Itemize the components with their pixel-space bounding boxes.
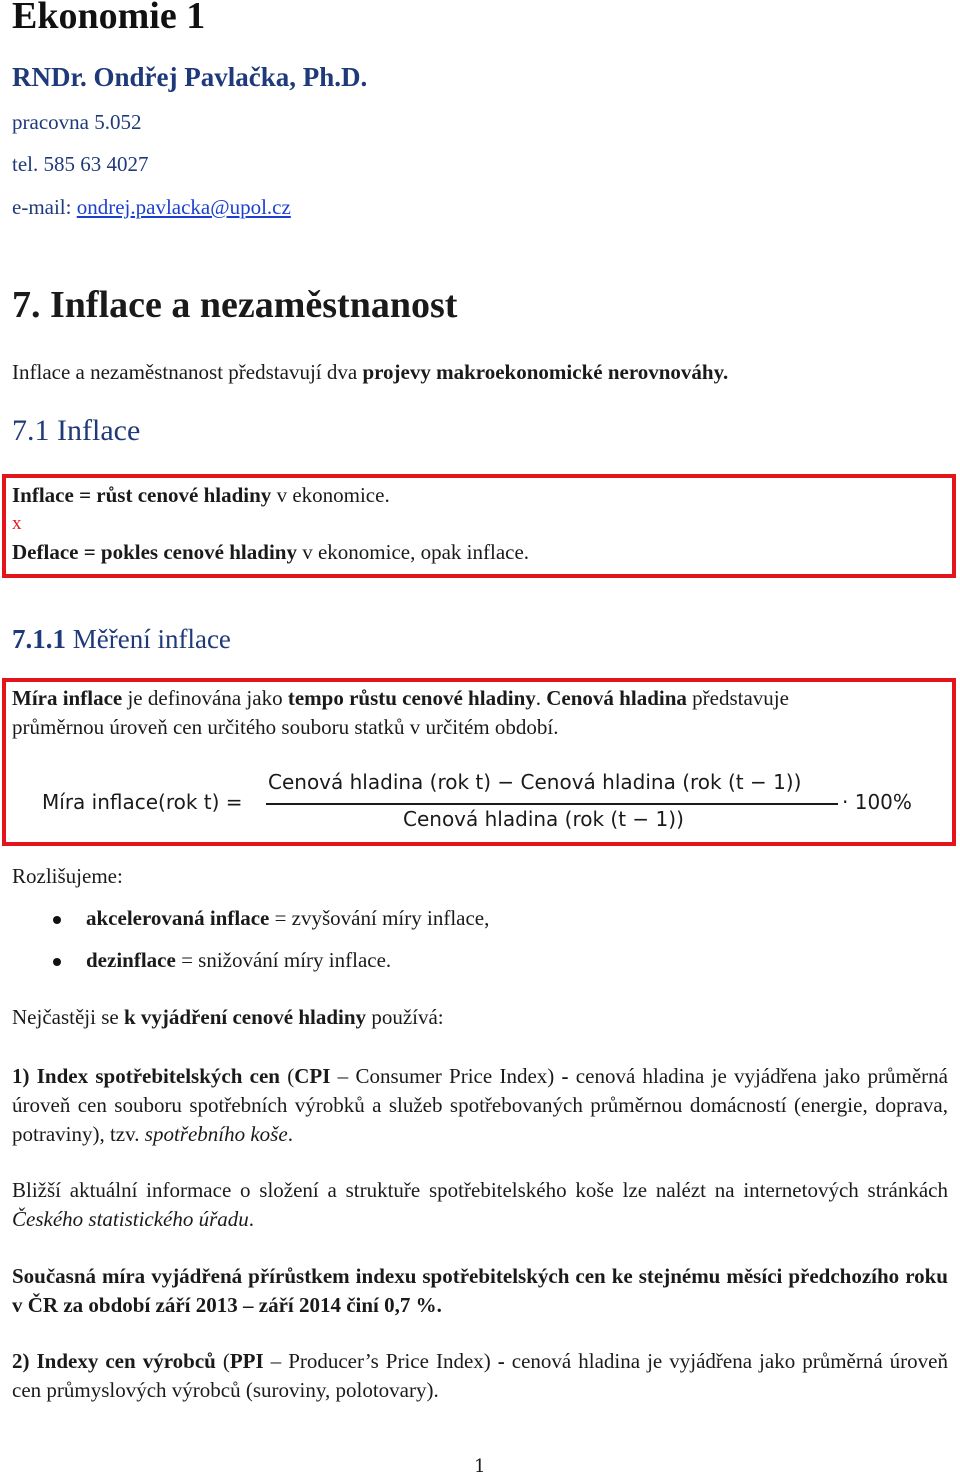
growth-term: tempo růstu cenové hladiny <box>287 686 536 710</box>
price-level-text: představuje <box>686 686 789 710</box>
list-item-accelerated <box>86 906 489 931</box>
cpi-abbrev: CPI <box>294 1064 331 1088</box>
page-number: 1 <box>474 1456 486 1477</box>
inflation-definition-bold: Inflace = růst cenové hladiny <box>12 483 272 507</box>
versus-mark: x <box>12 513 22 534</box>
cpi-fullname: – Consumer Price Index) <box>330 1064 562 1088</box>
inflation-definition <box>12 483 390 508</box>
document-title: Ekonomie 1 <box>12 0 206 37</box>
section-7-1-heading <box>12 414 140 448</box>
ppi-abbrev: PPI <box>229 1349 264 1373</box>
measurement-line-1 <box>12 686 789 711</box>
disinflation-term: dezinflace <box>86 948 176 972</box>
csu-link[interactable]: Českého statistického úřadu <box>12 1207 249 1231</box>
most-common-start: Nejčastěji se <box>12 1005 124 1029</box>
info-text: Bližší aktuální informace o složení a struktuře spotřebitelského koše lze nalézt na internetových stránkách <box>12 1178 948 1202</box>
formula-multiplier: · 100% <box>842 790 912 814</box>
email-info <box>12 195 291 220</box>
cpi-basket-term: spotřebního koše <box>144 1122 288 1146</box>
deflation-definition <box>12 540 529 565</box>
inflation-definition-rest: v ekonomice. <box>271 483 390 507</box>
section-7-1-1-number: 7.1.1 <box>12 624 73 654</box>
fraction-bar <box>266 803 838 805</box>
bullet-icon <box>53 958 61 966</box>
intro-bold: projevy makroekonomické nerovnováhy. <box>362 360 729 384</box>
price-level-term: Cenová hladina <box>546 686 687 710</box>
ppi-dash: - <box>497 1349 505 1373</box>
cpi-paragraph <box>12 1062 948 1149</box>
most-common-bold: k vyjádření cenové hladiny <box>123 1005 367 1029</box>
deflation-definition-bold: Deflace = pokles cenové hladiny <box>12 540 297 564</box>
measurement-line-2: průměrnou úroveň cen určitého souboru statků v určitém období. <box>12 715 559 739</box>
section-7-heading: 7. Inflace a nezaměstnanost <box>12 284 458 326</box>
cpi-paren: ( <box>279 1064 295 1088</box>
phone-info: tel. 585 63 4027 <box>12 152 149 176</box>
section-7-1-title: Inflace <box>57 414 141 447</box>
most-common-paragraph <box>12 1005 444 1030</box>
ppi-fullname: – Producer’s Price Index) <box>263 1349 498 1373</box>
deflation-definition-rest: v ekonomice, opak inflace. <box>296 540 530 564</box>
disinflation-text: = snižování míry inflace. <box>175 948 392 972</box>
ppi-description: cenová hladina je vyjádřena jako průměrná úroveň cen průmyslových výrobců (suroviny, polotovary). <box>12 1349 948 1402</box>
intro-text: Inflace a nezaměstnanost představují dva <box>12 360 363 384</box>
ppi-paren: ( <box>215 1349 230 1373</box>
accelerated-text: = zvyšování míry inflace, <box>269 906 490 930</box>
section-7-intro <box>12 360 728 385</box>
formula-denominator: Cenová hladina (rok (t − 1)) <box>403 807 684 831</box>
formula-numerator: Cenová hladina (rok t) − Cenová hladina (rok (t − 1)) <box>268 770 802 794</box>
office-info: pracovna 5.052 <box>12 110 142 134</box>
ppi-heading: 2) Indexy cen výrobců <box>12 1349 216 1373</box>
cpi-dash: - <box>561 1064 569 1088</box>
ppi-paragraph <box>12 1347 948 1405</box>
info-period: . <box>248 1207 255 1231</box>
section-7-1-1-heading <box>12 624 231 655</box>
period-text: . <box>535 686 547 710</box>
rate-term: Míra inflace <box>12 686 123 710</box>
email-link[interactable]: ondrej.pavlacka@upol.cz <box>76 195 291 219</box>
current-rate-paragraph: Současná míra vyjádřená přírůstkem indexu spotřebitelských cen ke stejnému měsíci předchozího roku v ČR za období září 2013 – září 2014 činí 0,7 %. <box>12 1264 948 1317</box>
cpi-period: . <box>287 1122 293 1146</box>
info-paragraph <box>12 1176 948 1234</box>
distinguish-label: Rozlišujeme: <box>12 864 123 888</box>
cpi-heading: 1) Index spotřebitelských cen <box>12 1064 280 1088</box>
most-common-end: používá: <box>366 1005 444 1029</box>
section-7-1-1-title: Měření inflace <box>72 624 231 654</box>
cpi-description: cenová hladina je vyjádřena jako průměrná úroveň cen souboru spotřebních výrobků a služeb spotřebovaných průměrnou domácností (energie, doprava, potraviny), tzv. <box>12 1064 948 1146</box>
rate-text: je definována jako <box>122 686 288 710</box>
list-item-disinflation <box>86 948 391 973</box>
bullet-icon <box>53 916 61 924</box>
section-7-1-number: 7.1 <box>12 414 57 447</box>
email-label: e-mail: <box>12 195 77 219</box>
author-name: RNDr. Ondřej Pavlačka, Ph.D. <box>12 62 368 92</box>
formula-lhs: Míra inflace(rok t) = <box>42 790 243 814</box>
accelerated-term: akcelerovaná inflace <box>86 906 270 930</box>
